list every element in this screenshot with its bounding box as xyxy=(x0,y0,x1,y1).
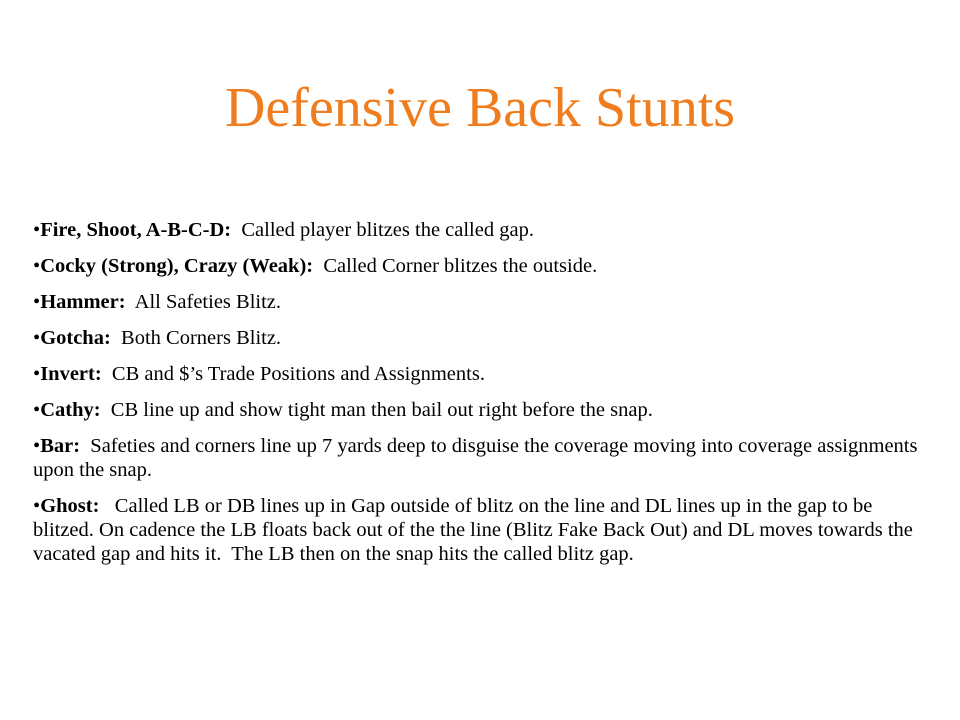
bullet-item-cathy xyxy=(33,398,935,422)
bullet-description: Called Corner blitzes the outside. xyxy=(313,255,598,277)
bullet-description: Both Corners Blitz. xyxy=(110,327,282,349)
bullet-marker: • xyxy=(33,435,41,457)
bullet-term: Hammer: xyxy=(40,291,126,313)
bullet-item-cocky-crazy xyxy=(33,254,935,278)
bullet-term: Invert: xyxy=(40,363,102,385)
bullet-term: Fire, Shoot, A-B-C-D: xyxy=(40,219,232,241)
bullet-term: Ghost: xyxy=(40,495,100,517)
bullet-description: All Safeties Blitz. xyxy=(125,291,282,313)
bullet-marker: • xyxy=(33,399,41,421)
bullet-term: Cocky (Strong), Crazy (Weak): xyxy=(40,255,314,277)
bullet-item-ghost xyxy=(33,494,935,566)
bullet-item-bar xyxy=(33,434,935,482)
bullet-description: Called LB or DB lines up in Gap outside of blitz on the line and DL lines up in the gap to be blitzed. On cadence the LB floats back out of the the line (Blitz Fake Back Out) and DL moves towards the vacated gap and hits it. The LB then on the snap hits the called blitz gap. xyxy=(33,495,919,565)
bullet-description: CB line up and show tight man then bail out right before the snap. xyxy=(100,399,653,421)
bullet-description: Safeties and corners line up 7 yards deep to disguise the coverage moving into coverage assignments upon the snap. xyxy=(33,435,923,481)
bullet-description: CB and $’s Trade Positions and Assignments. xyxy=(101,363,485,385)
bullet-marker: • xyxy=(33,495,41,517)
bullet-marker: • xyxy=(33,363,41,385)
bullet-marker: • xyxy=(33,327,41,349)
bullet-marker: • xyxy=(33,291,41,313)
bullet-term: Cathy: xyxy=(40,399,101,421)
bullet-list xyxy=(33,218,935,578)
bullet-description: Called player blitzes the called gap. xyxy=(231,219,534,241)
bullet-item-fire-shoot xyxy=(33,218,935,242)
bullet-term: Bar: xyxy=(40,435,81,457)
slide-title: Defensive Back Stunts xyxy=(224,77,736,139)
bullet-term: Gotcha: xyxy=(40,327,111,349)
bullet-item-hammer xyxy=(33,290,935,314)
bullet-item-invert xyxy=(33,362,935,386)
bullet-marker: • xyxy=(33,255,41,277)
bullet-item-gotcha xyxy=(33,326,935,350)
bullet-marker: • xyxy=(33,219,41,241)
